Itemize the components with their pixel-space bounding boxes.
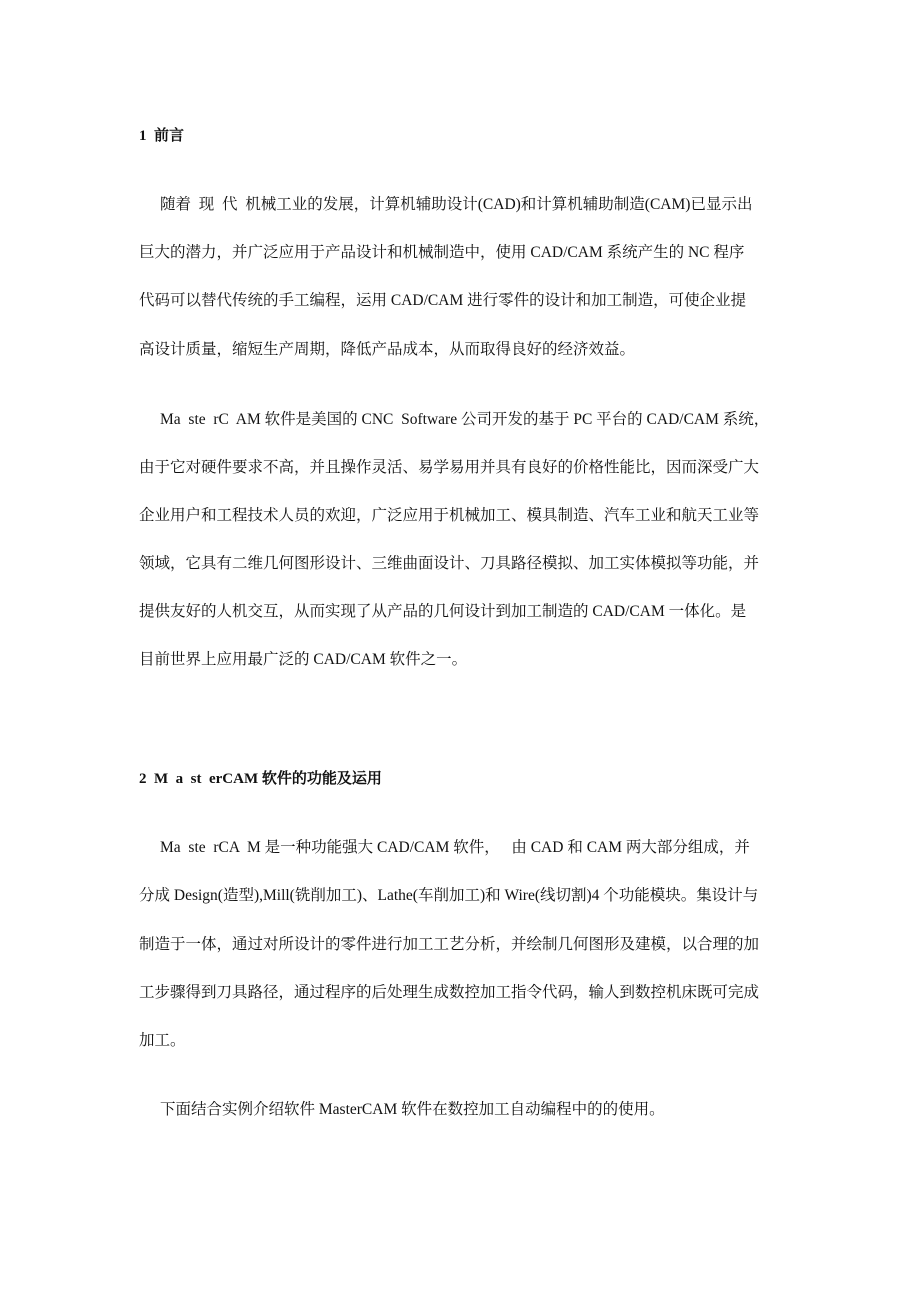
section-heading-2: 2 M a st erCAM 软件的功能及运用 <box>139 771 382 787</box>
paragraph-line: 目前世界上应用最广泛的 CAD/CAM 软件之一。 <box>139 651 468 668</box>
paragraph-line: 工步骤得到刀具路径，通过程序的后处理生成数控加工指令代码，输人到数控机床既可完成 <box>139 984 760 1001</box>
paragraph-line: 高设计质量，缩短生产周期，降低产品成本，从而取得良好的经济效益。 <box>139 341 636 358</box>
paragraph-line: 领域，它具有二维几何图形设计、三维曲面设计、刀具路径模拟、加工实体模拟等功能，并 <box>139 555 760 572</box>
paragraph-line: 代码可以替代传统的手工编程，运用 CAD/CAM 进行零件的设计和加工制造，可使企业提 <box>139 292 747 309</box>
paragraph-line: 由于它对硬件要求不高，并且操作灵活、易学易用并具有良好的价格性能比，因而深受广大 <box>139 459 760 476</box>
section-heading-1: 1 前言 <box>139 128 185 144</box>
paragraph-line: 随着 现 代 机械工业的发展，计算机辅助设计(CAD)和计算机辅助制造(CAM)已显示出 <box>160 196 753 213</box>
paragraph-line: 加工。 <box>139 1032 186 1049</box>
paragraph-line: 分成 Design(造型),Mill(铣削加工)、Lathe(车削加工)和 Wire(线切割)4 个功能模块。集设计与 <box>139 887 759 904</box>
paragraph-line: Ma ste rC AM 软件是美国的 CNC Software 公司开发的基于 PC 平台的 CAD/CAM 系统， <box>160 411 770 428</box>
paragraph-line: 提供友好的人机交互，从而实现了从产品的几何设计到加工制造的 CAD/CAM 一体化。是 <box>139 603 747 620</box>
paragraph-line: 企业用户和工程技术人员的欢迎，广泛应用于机械加工、模具制造、汽车工业和航天工业等 <box>139 507 760 524</box>
paragraph-line: 巨大的潜力，并广泛应用于产品设计和机械制造中，使用 CAD/CAM 系统产生的 NC 程序 <box>139 244 745 261</box>
paragraph-line: 制造于一体，通过对所设计的零件进行加工工艺分析，并绘制几何图形及建模，以合理的加 <box>139 936 760 953</box>
paragraph-line: 下面结合实例介绍软件 MasterCAM 软件在数控加工自动编程中的的使用。 <box>160 1101 665 1118</box>
paragraph-line: Ma ste rCA M 是一种功能强大 CAD/CAM 软件， 由 CAD 和 CAM 两大部分组成，并 <box>160 839 750 856</box>
